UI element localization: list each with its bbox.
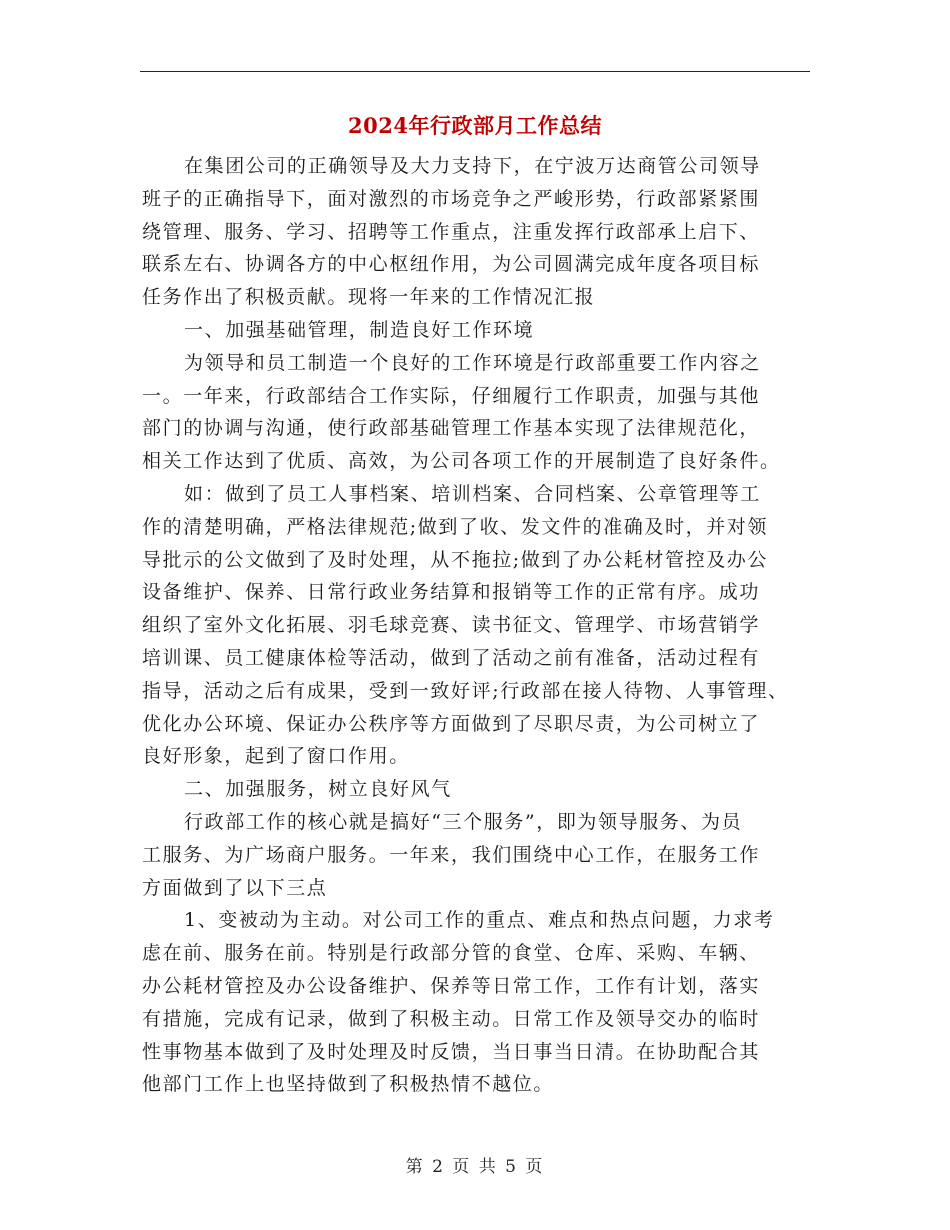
body-text-line: 设备维护、保养、日常行政业务结算和报销等工作的正常有序。成功 [142,581,761,604]
page-number-footer: 第 2 页 共 5 页 [405,1157,545,1177]
body-text-line: 培训课、员工健康体检等活动，做到了活动之前有准备，活动过程有 [142,646,761,669]
body-text-line: 行政部工作的核心就是搞好“三个服务”，即为领导服务、为员 [184,810,743,833]
body-text-line: 虑在前、服务在前。特别是行政部分管的食堂、仓库、采购、车辆、 [142,942,761,965]
body-text-line: 联系左右、协调各方的中心枢纽作用，为公司圆满完成年度各项目标 [142,253,761,276]
body-text-line: 作的清楚明确，严格法律规范;做到了收、发文件的准确及时，并对领 [142,515,769,538]
body-text-line: 导批示的公文做到了及时处理，从不拖拉;做到了办公耗材管控及办公 [142,548,769,571]
body-text-line: 方面做到了以下三点 [142,876,328,899]
body-text-line: 班子的正确指导下，面对激烈的市场竞争之严峻形势，行政部紧紧围 [142,187,761,210]
body-text-line: 如：做到了员工人事档案、培训档案、合同档案、公章管理等工 [184,482,761,505]
body-text-line: 任务作出了积极贡献。现将一年来的工作情况汇报 [142,286,596,309]
body-text-line: 二、加强服务，树立良好风气 [184,778,452,801]
body-text-line: 1、变被动为主动。对公司工作的重点、难点和热点问题，力求考 [184,909,775,932]
body-text-line: 相关工作达到了优质、高效，为公司各项工作的开展制造了良好条件。 [142,450,781,473]
body-text-line: 良好形象，起到了窗口作用。 [142,745,410,768]
body-text-line: 一、加强基础管理，制造良好工作环境 [184,318,535,341]
body-text-line: 在集团公司的正确领导及大力支持下，在宁波万达商管公司领导 [184,155,761,177]
body-text-line: 他部门工作上也坚持做到了积极热情不越位。 [142,1073,555,1096]
document-body [142,150,810,1101]
body-text-line: 工服务、为广场商户服务。一年来，我们围绕中心工作，在服务工作 [142,843,761,866]
body-text-line: 部门的协调与沟通，使行政部基础管理工作基本实现了法律规范化， [142,417,761,440]
body-text-line: 一。一年来，行政部结合工作实际，仔细履行工作职责，加强与其他 [142,384,761,407]
body-text-line: 指导，活动之后有成果，受到一致好评;行政部在接人待物、人事管理、 [142,679,789,702]
body-text-line: 组织了室外文化拓展、羽毛球竞赛、读书征文、管理学、市场营销学 [142,614,761,637]
body-text-line: 办公耗材管控及办公设备维护、保养等日常工作，工作有计划，落实 [142,974,761,997]
body-text-line: 绕管理、服务、学习、招聘等工作重点，注重发挥行政部承上启下、 [142,220,761,243]
body-text-line: 优化办公环境、保证办公秩序等方面做到了尽职尽责，为公司树立了 [142,712,761,735]
body-text-line: 为领导和员工制造一个良好的工作环境是行政部重要工作内容之 [184,351,761,374]
body-text-line: 有措施，完成有记录，做到了积极主动。日常工作及领导交办的临时 [142,1007,761,1030]
body-text-line: 性事物基本做到了及时处理及时反馈，当日事当日清。在协助配合其 [142,1040,761,1063]
document-title: 2024年行政部月工作总结 [348,113,602,138]
header-rule [140,71,810,72]
